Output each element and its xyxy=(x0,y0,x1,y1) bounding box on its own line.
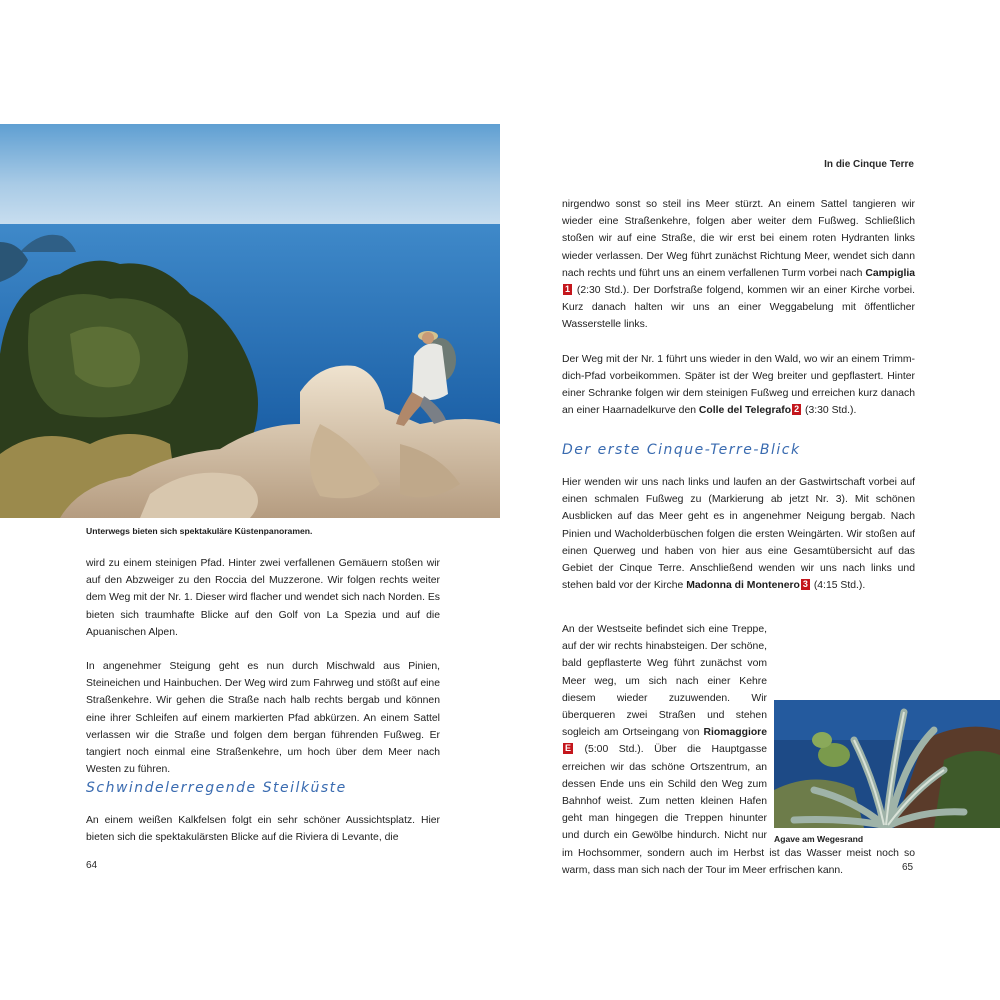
right-body-middle xyxy=(562,474,915,611)
paragraph xyxy=(562,351,915,420)
place-name: Colle del Telegrafo xyxy=(698,405,792,417)
place-name: Campiglia xyxy=(865,267,915,279)
text-span: Der Weg mit der Nr. 1 führt uns wieder in den Wald, wo wir an einem Trimm-dich-Pfad vorbeikommen. Später ist der Weg breiter und gepflastert. Hinter einer Schranke folgen wir dem steinigen Fußweg und erreichen kurz danach an einer Haarnadelkurve den xyxy=(562,353,915,417)
left-body-top xyxy=(86,555,440,795)
paragraph: In angenehmer Steigung geht es nun durch Mischwald aus Pinien, Steineichen und Hainbuchen. Der Weg wird zum Fahrweg und stößt auf eine Straßenkehre. Wir gehen die Straße nach halb rechts bergab und können eine ihrer Schleifen auf einem markierten Pfad abkürzen. An einem Sattel verlassen wir die Straße und folgen dem bergan führenden Fußweg. Er tangiert noch einmal eine Straßenkehre, um hoch über dem Meer nach Westen zu führen. xyxy=(86,661,440,776)
photo-caption: Unterwegs bieten sich spektakuläre Küstenpanoramen. xyxy=(86,526,313,536)
running-head: In die Cinque Terre xyxy=(824,159,914,170)
paragraph xyxy=(562,474,915,594)
waypoint-marker: 2 xyxy=(794,404,800,415)
text-span: An der Westseite befindet sich eine Treppe, auf der wir rechts hinabsteigen. Der schöne, bald gepflasterte Weg führt zunächst vom Meer weg, um sich nach einer Kehre diesem wieder zuzuwenden. Wir überqueren zwei Straßen und stehen sogleich am Ortseingang von xyxy=(562,624,767,739)
right-page xyxy=(500,0,1000,1000)
text-span: (4:15 Std.). xyxy=(813,580,866,592)
waypoint-marker: 3 xyxy=(802,579,808,590)
page-number: 65 xyxy=(902,862,914,873)
waypoint-marker: 1 xyxy=(565,284,571,295)
agave-caption: Agave am Wegesrand xyxy=(774,834,864,844)
section-heading: Der erste Cinque-Terre-Blick xyxy=(562,442,801,458)
text-span: (2:30 Std.). Der Dorfstraße folgend, kommen wir an einer Kirche vorbei. Kurz danach halten wir uns an einer Weggabelung mit öffentlicher Wasserstelle links. xyxy=(562,285,915,331)
paragraph: An einem weißen Kalkfelsen folgt ein sehr schöner Aussichtsplatz. Hier bieten sich die spektakulärsten Blicke auf die Riviera di Levante, die xyxy=(86,815,440,844)
text-span: nirgendwo sonst so steil ins Meer stürzt. An einem Sattel tangieren wir wieder eine Straßenkehre, folgen aber weiter dem Fußweg. Schließlich stoßen wir auf eine Straße, die wir erst bei einem roten Hydranten links wieder verlassen. Der Weg führt zunächst Richtung Meer, wendet sich dann nach rechts und führt uns an einem verfallenen Turm vorbei nach xyxy=(562,199,915,279)
agave-photo xyxy=(774,700,1000,828)
text-span: (3:30 Std.). xyxy=(805,405,857,417)
paragraph xyxy=(562,196,915,334)
right-body-top xyxy=(562,196,915,436)
paragraph: wird zu einem steinigen Pfad. Hinter zwei verfallenen Gemäuern stoßen wir auf den Abzweiger zu den Roccia del Muzzerone. Wir folgen rechts weiter dem Weg mit der Nr. 1. Dieser wird flacher und wendet sich nach Norden. Es bieten sich traumhafte Blicke auf den Golf von La Spezia und auf die Apuanischen Alpen. xyxy=(86,558,440,638)
waypoint-marker: E xyxy=(565,743,572,754)
section-heading: Schwindelerregende Steilküste xyxy=(86,780,347,796)
place-name: Riomaggiore xyxy=(703,727,768,739)
place-name: Madonna di Montenero xyxy=(686,580,800,592)
page-number: 64 xyxy=(86,860,98,871)
coastal-hiker-photo xyxy=(0,124,500,518)
text-span: Hier wenden wir uns nach links und laufen an der Gastwirtschaft vorbei auf einen schmalen Fußweg zu (Markierung ab jetzt Nr. 3). Mit schönen Ausblicken auf das Meer geht es in angenehmer Neigung bergab. Nach Pinien und Wacholderbüschen folgen die ersten Weingärten. Wir stoßen auf einen Querweg und haben von hier aus eine Gesamtübersicht auf das Gebiet der Cinque Terre. Anschließend wenden wir uns nach links und stehen bald vor der Kirche xyxy=(562,477,915,592)
text-span: (5:00 Std.). Über die Hauptgasse erreichen wir das schöne Ortszentrum, an dessen Ende uns ein Schild den Weg zum Bahnhof weist. Zum netten kleinen Hafen geht man hingegen die Treppen hinunter und durch ein Gewölbe hindurch. Nicht nur im Hochsommer, sondern auch im Herbst ist das Wasser meist noch so warm, dass man sich nach der Tour im Meer erfrischen kann. xyxy=(562,744,915,876)
